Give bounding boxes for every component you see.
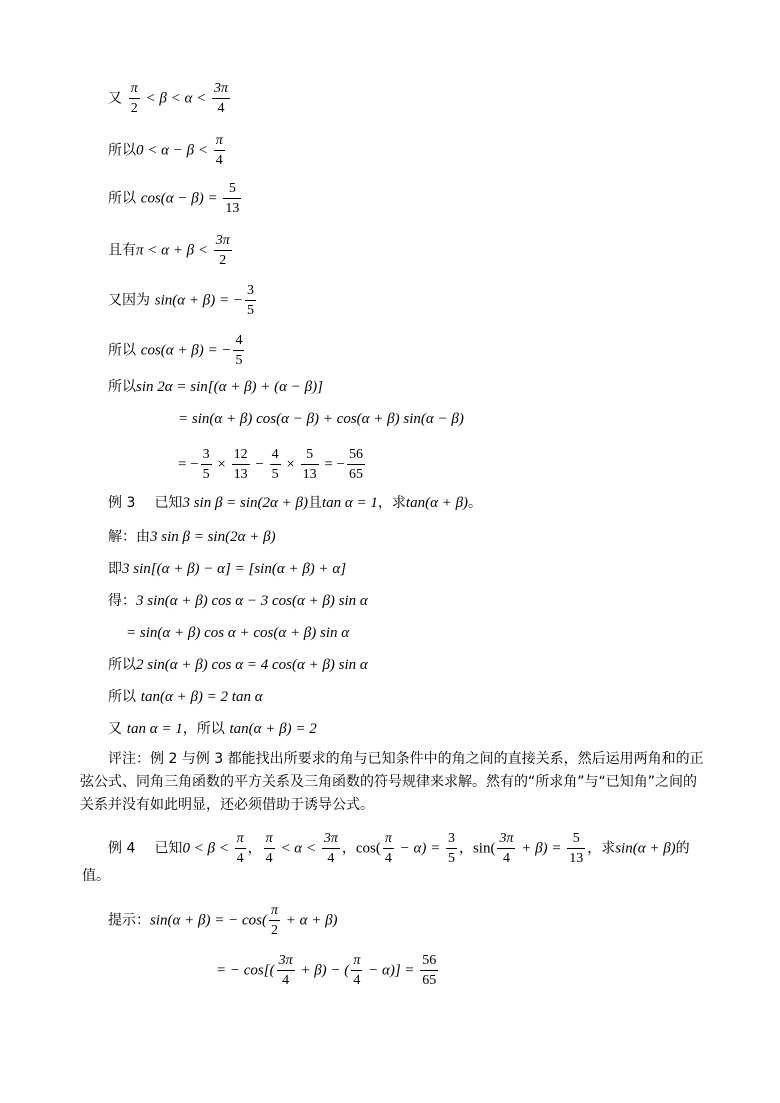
- fraction: $\frac{\pi}{4}$: [215, 133, 223, 168]
- solution-start: [108, 526, 276, 547]
- fraction: $\frac{\pi}{4}$: [384, 831, 392, 866]
- fraction: $\frac{3\pi}{2}$: [215, 233, 230, 268]
- fraction: $\frac{3\pi}{4}$: [499, 831, 514, 866]
- text: 且有: [108, 242, 136, 259]
- math: tan(α + β) = 2 tan α: [140, 689, 263, 705]
- math: = sin(α + β) cos(α − β) + cos(α + β) sin(α − β): [178, 411, 464, 427]
- solution-line-4: [126, 622, 349, 643]
- fraction: $\frac{56}{65}$: [422, 953, 437, 988]
- math: −: [251, 456, 268, 473]
- text: 所以: [108, 190, 136, 207]
- math: sin(α + β): [615, 840, 676, 857]
- fraction: $\frac{4}{5}$: [271, 447, 279, 482]
- text: 即: [108, 561, 122, 577]
- line-cos-sum: [108, 332, 246, 369]
- fraction: $\frac{3}{5}$: [447, 831, 455, 866]
- math: = sin(α + β) cos α + cos(α + β) sin α: [126, 625, 350, 641]
- math: cos(α − β) =: [140, 190, 222, 207]
- line-expand: [178, 408, 464, 429]
- math: π < α + β <: [136, 242, 212, 259]
- math: tan α = 1: [322, 495, 378, 511]
- text: 且: [308, 495, 322, 511]
- text: 所以: [108, 342, 136, 359]
- math: 0 < α − β <: [136, 142, 212, 159]
- example-3-statement: [108, 492, 482, 513]
- example-label: 例 4: [108, 840, 136, 857]
- example-4-continuation: 值。: [82, 868, 110, 884]
- math: = − cos[(: [216, 962, 275, 979]
- text: ，求: [587, 840, 616, 857]
- text: 提示：: [108, 912, 150, 929]
- line-range-1: [108, 80, 232, 117]
- fraction: $\frac{5}{13}$: [302, 447, 317, 482]
- solution-line-3: [108, 590, 368, 611]
- text: ，: [458, 840, 473, 857]
- math: = −: [320, 456, 345, 473]
- fraction: $\frac{\pi}{2}$: [130, 81, 138, 116]
- fraction: $\frac{3\pi}{4}$: [278, 953, 293, 988]
- text: 已知: [154, 840, 183, 857]
- math: + α + β): [281, 912, 338, 929]
- line-cos-diff: [108, 180, 243, 217]
- text: 所以: [108, 657, 136, 673]
- fraction: $\frac{3}{5}$: [202, 447, 210, 482]
- text: ，: [341, 840, 356, 857]
- fraction: $\frac{\pi}{4}$: [236, 831, 244, 866]
- comment-paragraph: 评注：例 2 与例 3 都能找出所要求的角与已知条件中的角之间的直接关系，然后运用两角和的正弦公式、同角三角函数的平方关系及三角函数的符号规律来求解。然有的“所求角”与“已知角”之间的关系并没有如此明显，还必须借助于诱导公式。: [80, 751, 704, 813]
- math: 3 sin(α + β) cos α − 3 cos(α + β) sin α: [136, 593, 368, 609]
- text: 的: [675, 840, 690, 857]
- solution-line-7: [108, 718, 317, 739]
- math: + β) =: [517, 840, 566, 857]
- math: cos(α + β) = −: [140, 342, 232, 359]
- math: sin 2α = sin[(α + β) + (α − β)]: [136, 379, 323, 395]
- text: 所以: [108, 142, 136, 159]
- line-range-sum: [108, 232, 234, 269]
- solution-line-2: [108, 558, 346, 579]
- math: ×: [282, 456, 299, 473]
- math: 3 sin[(α + β) − α] = [sin(α + β) + α]: [122, 561, 347, 577]
- text: 又因为: [108, 292, 150, 309]
- math: 2 sin(α + β) cos α = 4 cos(α + β) sin α: [136, 657, 368, 673]
- example-label: 例 3: [108, 495, 136, 511]
- fraction: $\frac{\pi}{2}$: [270, 903, 278, 938]
- line-sin2a: [108, 376, 323, 397]
- text: ，: [247, 840, 262, 857]
- fraction: $\frac{\pi}{4}$: [353, 953, 361, 988]
- math: < α <: [276, 840, 320, 857]
- fraction: $\frac{5}{13}$: [569, 831, 584, 866]
- math: 3 sin β = sin(2α + β): [150, 529, 276, 545]
- fraction: $\frac{\pi}{4}$: [265, 831, 273, 866]
- hint-line-1: [108, 902, 338, 939]
- math: < β < α <: [141, 90, 211, 107]
- hint-line-2: [216, 952, 440, 989]
- math: sin(: [472, 840, 496, 857]
- math: − α) =: [395, 840, 444, 857]
- text: 所以: [108, 689, 136, 705]
- line-range-2: [108, 132, 227, 169]
- text: ，求: [377, 495, 406, 511]
- example-4-statement: [108, 830, 690, 867]
- line-sin-sum: [108, 282, 258, 319]
- math: sin(α + β) = −: [154, 292, 243, 309]
- math: + β) − (: [296, 962, 350, 979]
- fraction: $\frac{3}{5}$: [247, 283, 254, 318]
- fraction: $\frac{3\pi}{4}$: [323, 831, 338, 866]
- math: = −: [178, 456, 199, 473]
- math: tan α = 1: [126, 721, 183, 737]
- fraction: $\frac{56}{65}$: [349, 447, 363, 482]
- math: − α)] =: [364, 962, 419, 979]
- math: 3 sin β = sin(2α + β): [182, 495, 308, 511]
- math: sin(α + β) = − cos(: [150, 912, 267, 929]
- fraction: $\frac{12}{13}$: [233, 447, 248, 482]
- text: 得：: [108, 593, 136, 609]
- text: 所以: [108, 379, 136, 395]
- fraction: $\frac{4}{5}$: [235, 333, 243, 368]
- math: 0 < β <: [182, 840, 233, 857]
- math: tan(α + β) = 2: [229, 721, 317, 737]
- text: ，所以: [182, 721, 225, 737]
- text: 。: [468, 495, 483, 511]
- line-result: [178, 446, 367, 483]
- text: 又: [108, 721, 122, 737]
- fraction: $\frac{5}{13}$: [225, 181, 240, 216]
- solution-line-5: [108, 654, 368, 675]
- text: 已知: [154, 495, 183, 511]
- math: cos(: [355, 840, 381, 857]
- text: 又: [108, 90, 122, 107]
- fraction: $\frac{3\pi}{4}$: [214, 81, 229, 116]
- math: tan(α + β): [405, 495, 469, 511]
- math: ×: [213, 456, 230, 473]
- text: 解：由: [108, 529, 150, 545]
- solution-line-6: [108, 686, 263, 707]
